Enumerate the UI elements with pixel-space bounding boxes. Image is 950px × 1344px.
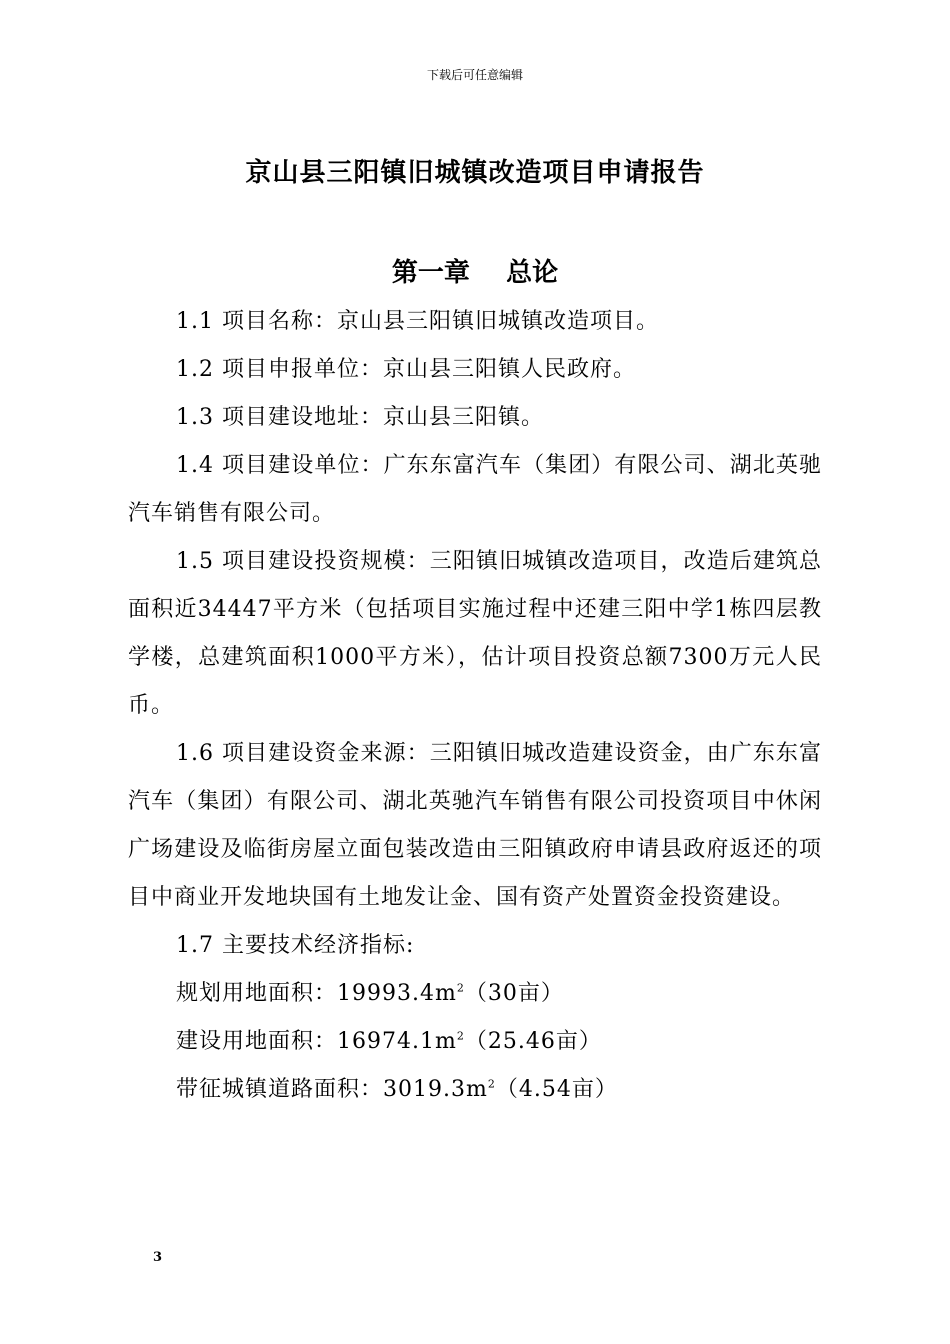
- paragraph-project-name: 1.1 项目名称：京山县三阳镇旧城镇改造项目。: [176, 309, 659, 334]
- indicator-unit-exponent: 2: [487, 1077, 496, 1091]
- paragraph-funding-source: 1.6 项目建设资金来源：三阳镇旧城改造建设资金，由广东东富汽车（集团）有限公司、湖北英驰汽车销售有限公司投资项目中休闲广场建设及临街房屋立面包装改造由三阳镇政府申请县政府返还的项目中商业开发地块国有土地发让金、国有资产处置资金投资建设。: [128, 741, 822, 910]
- indicator-planned-land: [128, 970, 822, 1018]
- paragraph-investment-scale: 1.5 项目建设投资规模：三阳镇旧城镇改造项目，改造后建筑总面积近34447平方米（包括项目实施过程中还建三阳中学1栋四层教学楼，总建筑面积1000平方米），估计项目投资总额7300万元人民币。: [128, 549, 822, 718]
- paragraph-address: 1.3 项目建设地址：京山县三阳镇。: [176, 405, 544, 430]
- indicator-suffix: （30亩）: [464, 981, 564, 1006]
- document-title: 京山县三阳镇旧城镇改造项目申请报告: [245, 158, 705, 188]
- page-number: 3: [153, 1250, 163, 1265]
- indicator-value: 16974.1m: [337, 1029, 457, 1054]
- paragraph-builder: 1.4 项目建设单位：广东东富汽车（集团）有限公司、湖北英驰汽车销售有限公司。: [128, 453, 822, 526]
- indicator-label: 规划用地面积：: [176, 981, 338, 1006]
- header-note: 下载后可任意编辑: [426, 68, 523, 82]
- body-text: [128, 298, 822, 1114]
- indicator-suffix: （4.54亩）: [495, 1077, 618, 1102]
- indicator-value: 19993.4m: [337, 981, 457, 1006]
- indicator-construction-land: [128, 1018, 822, 1066]
- chapter-gap: [470, 258, 506, 288]
- indicator-unit-exponent: 2: [456, 1029, 465, 1043]
- indicator-road-area: [128, 1066, 822, 1114]
- paragraph-indicators-heading: 1.7 主要技术经济指标:: [176, 933, 415, 958]
- indicator-suffix: （25.46亩）: [464, 1029, 602, 1054]
- chapter-name: 总论: [506, 258, 559, 288]
- chapter-heading: [0, 252, 950, 289]
- indicator-label: 带征城镇道路面积：: [176, 1077, 384, 1102]
- chapter-label: 第一章: [391, 258, 470, 288]
- indicator-value: 3019.3m: [383, 1077, 488, 1102]
- indicator-label: 建设用地面积：: [176, 1029, 338, 1054]
- paragraph-applicant: 1.2 项目申报单位：京山县三阳镇人民政府。: [176, 357, 636, 382]
- indicator-unit-exponent: 2: [456, 981, 465, 995]
